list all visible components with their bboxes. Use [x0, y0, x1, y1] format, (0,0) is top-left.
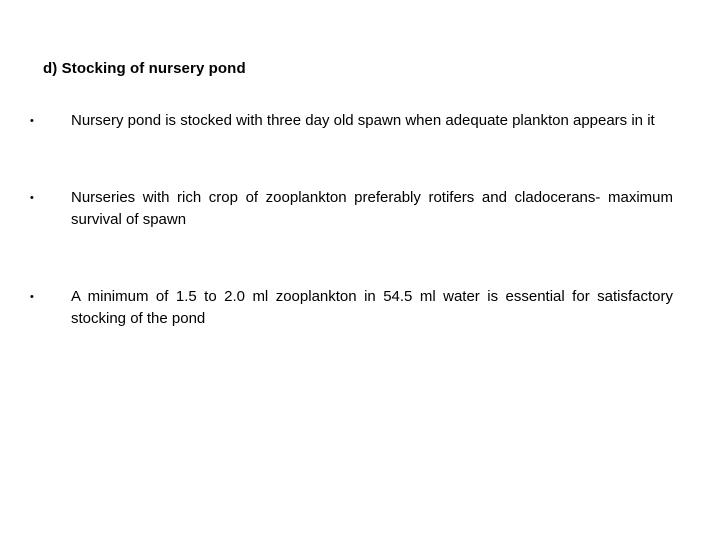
- bullet-item-1: [30, 110, 673, 132]
- bullet-marker: •: [30, 291, 34, 303]
- bullet-marker: •: [30, 115, 34, 127]
- bullet-text: Nurseries with rich crop of zooplankton preferably rotifers and cladocerans- maximum survival of spawn: [71, 189, 673, 228]
- bullet-text: Nursery pond is stocked with three day old spawn when adequate plankton appears in it: [71, 112, 655, 129]
- bullet-marker: •: [30, 192, 34, 204]
- bullet-item-2: [30, 187, 673, 231]
- bullet-list: [30, 110, 673, 330]
- bullet-text: A minimum of 1.5 to 2.0 ml zooplankton in 54.5 ml water is essential for satisfactory stocking of the pond: [71, 288, 673, 327]
- section-heading: d) Stocking of nursery pond: [43, 60, 246, 77]
- bullet-item-3: [30, 286, 673, 330]
